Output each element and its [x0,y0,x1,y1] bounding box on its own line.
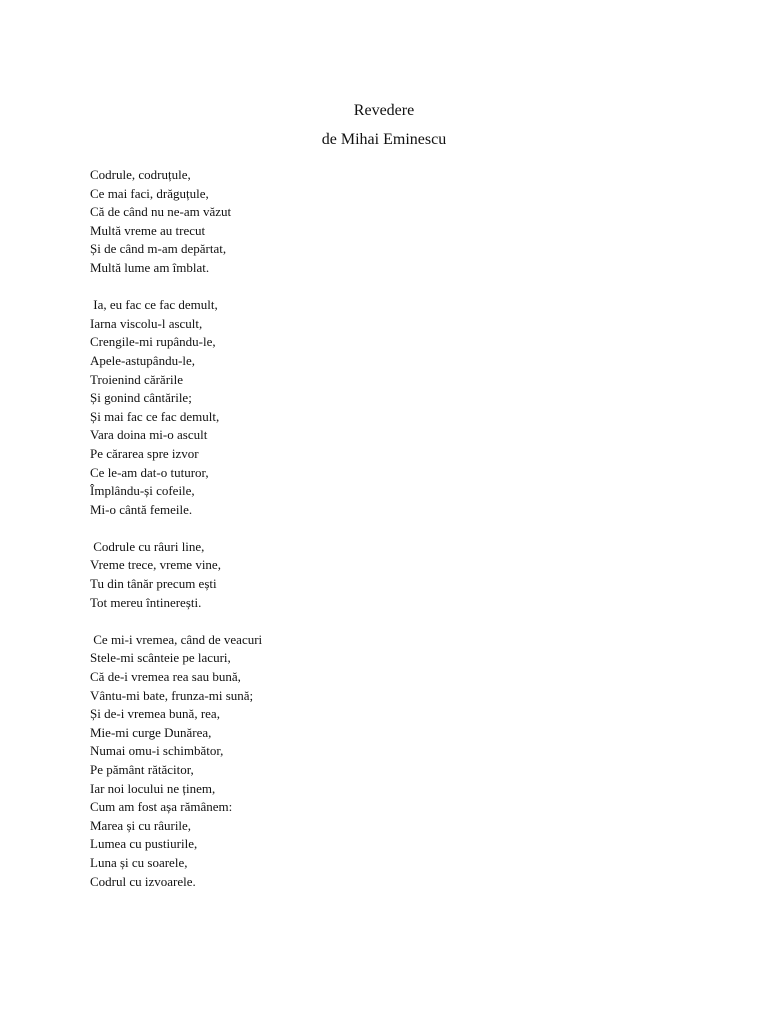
poem-line: Tu din tânăr precum ești [90,576,217,592]
poem-line: Multă lume am îmblat. [90,259,210,275]
poem-line: Mie-mi curge Dunărea, [90,724,212,740]
poem-line: Iarna viscolu-l ascult, [90,315,203,331]
poem-line: Iar noi locului ne ținem, [90,780,216,796]
poem-line: Codrul cu izvoarele. [90,873,196,889]
poem-body [90,166,690,910]
poem-line: Tot mereu întinerești. [90,594,202,610]
poem-line: Vara doina mi-o ascult [90,427,208,443]
poem-title: Revedere [353,102,415,119]
poem-line: Și de când m-am depărtat, [90,241,227,257]
stanza-1 [90,166,690,278]
poem-line: Ce mi-i vremea, când de veacuri [90,631,263,647]
poem-line: Multă vreme au trecut [90,222,206,238]
poem-line: Numai omu-i schimbător, [90,743,224,759]
stanza-4 [90,631,690,891]
poem-line: Că de când nu ne-am văzut [90,204,232,220]
poem-line: Pe pământ rătăcitor, [90,762,194,777]
poem-line: Vreme trece, vreme vine, [90,557,221,573]
stanza-3 [90,538,690,612]
poem-line: Și de-i vremea bună, rea, [90,706,220,722]
stanza-2 [90,296,690,519]
poem-line: Cum am fost așa rămânem: [90,799,233,815]
poem-line: Mi-o cântă femeile. [90,501,193,517]
poem-line: Ia, eu fac ce fac demult, [90,297,218,313]
poem-line: Troienind cărările [90,371,184,387]
poem-line: Și gonind cântările; [90,390,192,406]
poem-line: Lumea cu pustiurile, [90,836,198,852]
poem-line: Marea și cu râurile, [90,817,192,833]
poem-line: Pe cărarea spre izvor [90,445,199,461]
poem-line: Codrule cu râuri line, [90,538,205,554]
poem-line: Vântu-mi bate, frunza-mi sună; [90,687,254,703]
poem-line: Ce mai faci, drăguțule, [90,185,209,201]
poem-line: Luna și cu soarele, [90,854,188,870]
poem-line: Că de-i vremea rea sau bună, [90,669,241,685]
poem-line: Ce le-am dat-o tuturor, [90,464,209,480]
poem-line: Și mai fac ce fac demult, [90,408,220,424]
poem-line: Stele-mi scânteie pe lacuri, [90,650,231,666]
poem-line: Crengile-mi rupându-le, [90,334,216,350]
poem-line: Codrule, codruțule, [90,167,191,182]
poem-line: Împlându-și cofeile, [90,483,195,499]
poem-author: de Mihai Eminescu [321,131,447,148]
poem-line: Apele-astupându-le, [90,352,196,368]
